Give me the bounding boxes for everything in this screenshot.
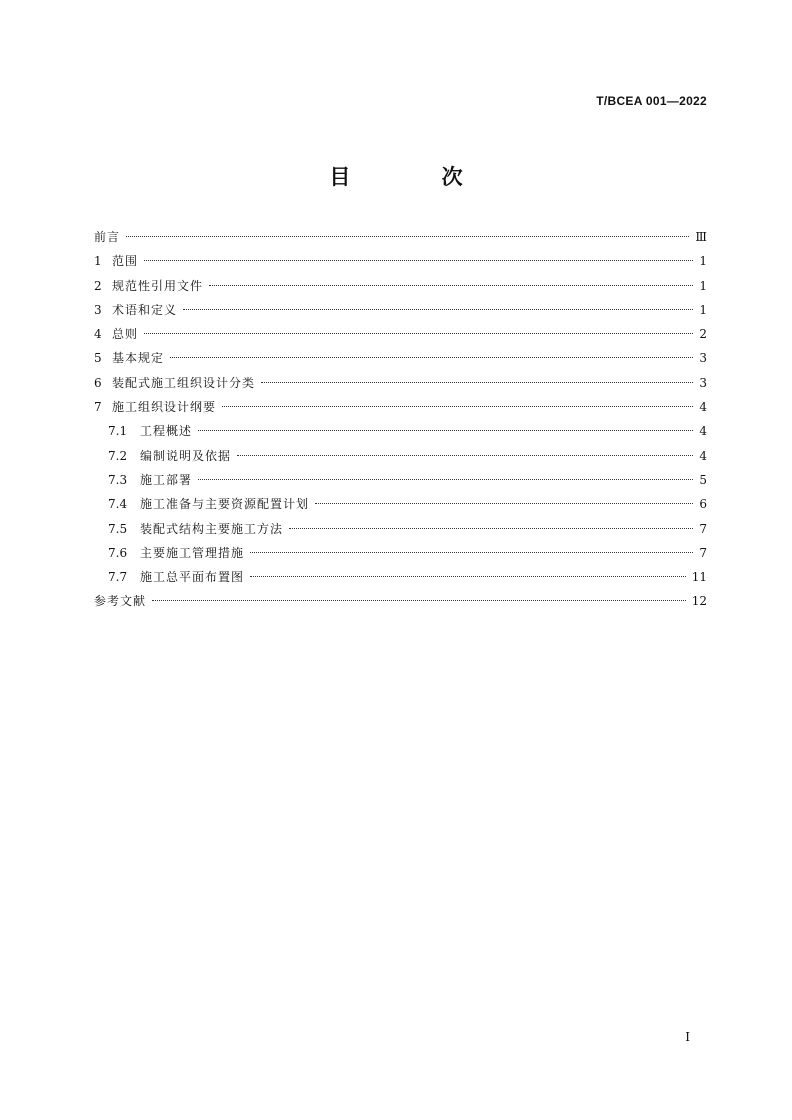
toc-entry-number: 7.1 bbox=[108, 424, 128, 439]
table-of-contents bbox=[94, 227, 707, 616]
toc-entry-page: 3 bbox=[699, 351, 707, 366]
toc-entry[interactable] bbox=[94, 300, 707, 324]
toc-entry[interactable] bbox=[94, 567, 707, 591]
toc-entry-label: 装配式结构主要施工方法 bbox=[140, 521, 284, 536]
dot-leader bbox=[222, 406, 693, 407]
toc-entry-number: 7.7 bbox=[108, 570, 128, 585]
toc-entry-label: 总则 bbox=[112, 327, 139, 342]
toc-entry[interactable] bbox=[94, 276, 707, 300]
toc-entry-page: 5 bbox=[699, 472, 707, 487]
toc-entry-label: 主要施工管理措施 bbox=[140, 545, 245, 560]
page-title: 目 次 bbox=[329, 164, 505, 189]
toc-entry-label: 装配式施工组织设计分类 bbox=[112, 375, 256, 390]
toc-entry[interactable] bbox=[94, 519, 707, 543]
toc-entry-label: 编制说明及依据 bbox=[140, 448, 232, 463]
dot-leader bbox=[126, 236, 689, 237]
footer-page-number: I bbox=[685, 1030, 690, 1044]
dot-leader bbox=[170, 357, 693, 358]
toc-entry-label: 前言 bbox=[94, 230, 121, 244]
toc-entry-label: 参考文献 bbox=[94, 594, 147, 609]
toc-entry[interactable] bbox=[94, 373, 707, 397]
toc-entry-number: 1 bbox=[94, 254, 102, 269]
dot-leader bbox=[289, 528, 693, 529]
toc-entry[interactable] bbox=[94, 348, 707, 372]
toc-entry-page: 1 bbox=[699, 302, 707, 317]
dot-leader bbox=[237, 455, 693, 456]
dot-leader bbox=[261, 382, 693, 383]
toc-entry-label: 范围 bbox=[112, 254, 139, 269]
toc-entry[interactable] bbox=[94, 227, 707, 251]
toc-entry[interactable] bbox=[94, 324, 707, 348]
toc-entry-label: 施工部署 bbox=[140, 472, 193, 487]
toc-entry-page: 4 bbox=[699, 448, 707, 463]
toc-entry-page: 4 bbox=[699, 400, 707, 415]
toc-entry[interactable] bbox=[94, 494, 707, 518]
toc-entry[interactable] bbox=[94, 543, 707, 567]
dot-leader bbox=[152, 600, 686, 601]
toc-entry[interactable] bbox=[94, 421, 707, 445]
toc-entry-number: 7.2 bbox=[108, 448, 128, 463]
standard-code: T/BCEA 001—2022 bbox=[596, 94, 707, 108]
toc-entry[interactable] bbox=[94, 397, 707, 421]
toc-entry-page: 4 bbox=[699, 424, 707, 439]
toc-entry-label: 施工组织设计纲要 bbox=[112, 400, 217, 415]
dot-leader bbox=[198, 479, 693, 480]
toc-entry-label: 施工准备与主要资源配置计划 bbox=[140, 497, 310, 512]
toc-entry-number: 5 bbox=[94, 351, 102, 366]
dot-leader bbox=[198, 430, 693, 431]
toc-entry-number: 7.5 bbox=[108, 521, 128, 536]
toc-entry-page: 11 bbox=[691, 570, 707, 585]
toc-entry-page: 2 bbox=[699, 327, 707, 342]
toc-entry-page: 7 bbox=[699, 521, 707, 536]
toc-entry-label: 术语和定义 bbox=[112, 302, 178, 317]
dot-leader bbox=[250, 552, 693, 553]
toc-entry-page: 6 bbox=[699, 497, 707, 512]
dot-leader bbox=[209, 285, 693, 286]
toc-entry-page: 1 bbox=[699, 254, 707, 269]
toc-entry[interactable] bbox=[94, 251, 707, 275]
dot-leader bbox=[183, 309, 693, 310]
dot-leader bbox=[144, 333, 693, 334]
toc-entry-label: 基本规定 bbox=[112, 351, 165, 366]
toc-entry-page: Ⅲ bbox=[695, 230, 707, 244]
toc-entry-label: 规范性引用文件 bbox=[112, 278, 204, 293]
toc-entry-number: 6 bbox=[94, 375, 102, 390]
toc-entry[interactable] bbox=[94, 470, 707, 494]
toc-entry[interactable] bbox=[94, 591, 707, 615]
toc-entry-label: 施工总平面布置图 bbox=[140, 570, 245, 585]
toc-entry-label: 工程概述 bbox=[140, 424, 193, 439]
toc-entry-number: 3 bbox=[94, 302, 102, 317]
toc-entry-number: 7.6 bbox=[108, 545, 128, 560]
toc-entry-number: 7.4 bbox=[108, 497, 128, 512]
toc-entry-number: 7 bbox=[94, 400, 102, 415]
dot-leader bbox=[144, 260, 693, 261]
toc-entry-number: 2 bbox=[94, 278, 102, 293]
toc-entry-page: 7 bbox=[699, 545, 707, 560]
toc-entry-page: 1 bbox=[699, 278, 707, 293]
toc-entry-number: 7.3 bbox=[108, 472, 128, 487]
toc-entry-number: 4 bbox=[94, 327, 102, 342]
toc-entry[interactable] bbox=[94, 446, 707, 470]
toc-entry-page: 3 bbox=[699, 375, 707, 390]
dot-leader bbox=[315, 503, 693, 504]
dot-leader bbox=[250, 576, 686, 577]
toc-entry-page: 12 bbox=[691, 594, 707, 609]
